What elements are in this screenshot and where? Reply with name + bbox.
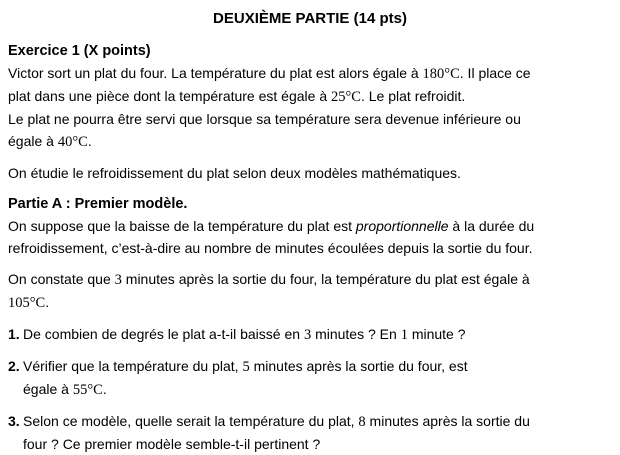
page-title: DEUXIÈME PARTIE (14 pts) — [213, 10, 407, 27]
question-item-3 — [8, 410, 612, 455]
question-number: 2. — [8, 358, 20, 374]
question-text: Selon ce modèle, quelle serait la température du plat, 8 minutes après la sortie du four ? Ce premier modèle semble-t-il pertinent ? — [23, 413, 530, 452]
question-text: De combien de degrés le plat a-t-il baissé en 3 minutes ? En 1 minute ? — [23, 326, 466, 343]
question-list — [8, 323, 612, 455]
question-text: Vérifier que la température du plat, 5 minutes après la sortie du four, est égale à 55°C. — [23, 358, 468, 398]
question-number: 3. — [8, 413, 20, 429]
paragraph-assumption: On suppose que la baisse de la température du plat est proportionnelle à la durée du refroidissement, c’est-à-dire au nombre de minutes écoulées depuis la sortie du four. — [8, 218, 535, 256]
question-number: 1. — [8, 326, 20, 342]
question-item-1 — [8, 323, 612, 346]
paragraph-study: On étudie le refroidissement du plat selon deux modèles mathématiques. — [8, 165, 461, 181]
exercise-heading: Exercice 1 (X points) — [8, 43, 151, 59]
question-item-2 — [8, 355, 612, 401]
part-a-heading: Partie A : Premier modèle. — [8, 196, 188, 212]
exam-document — [8, 8, 612, 455]
paragraph-observation: On constate que 3 minutes après la sortie du four, la température du plat est égale à 105°C. — [8, 271, 530, 311]
paragraph-intro: Victor sort un plat du four. La température du plat est alors égale à 180°C. Il place ce plat dans une pièce dont la température est égale à 25°C. Le plat refroidit. Le plat ne pourra être servi que lorsque sa température sera devenue inférieure ou égale à 40°C. — [8, 65, 531, 150]
